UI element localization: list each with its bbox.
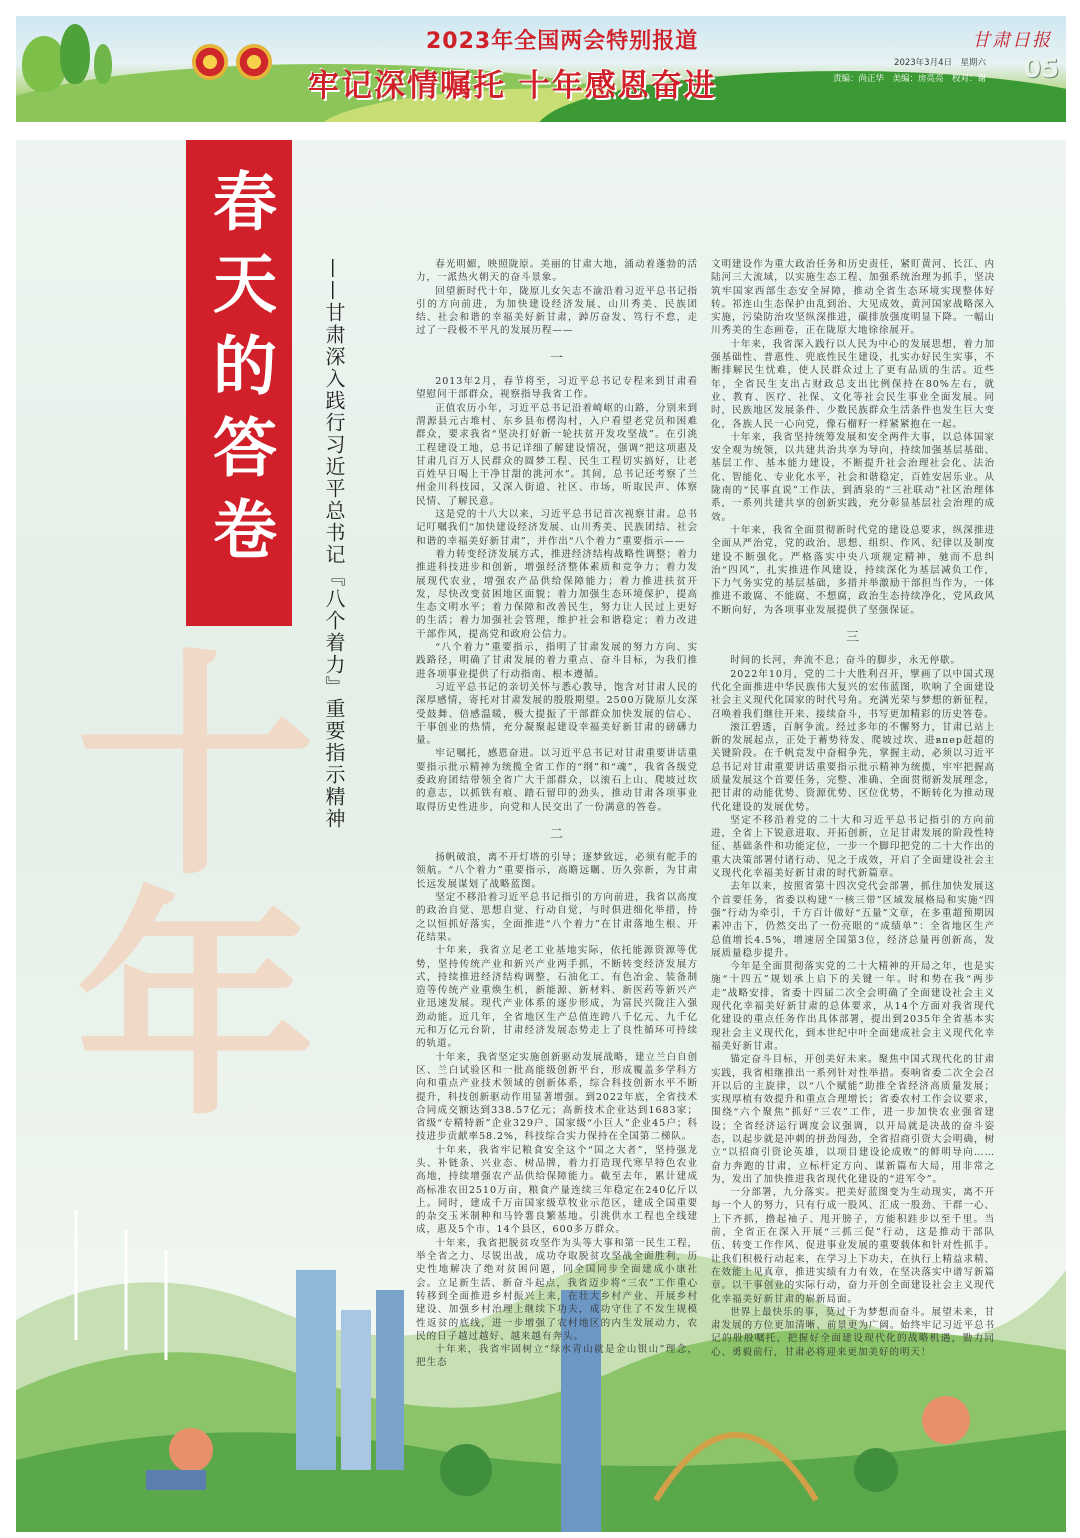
article-paragraph: 坚定不移沿着习近平总书记指引的方向前进，我省以高度的政治自觉、思想自觉、行动自觉，与时俱进细化举措，持之以恒抓好落实，全面推进“八个着力”在甘肃落地生根、开花结果。: [416, 892, 698, 943]
article-paragraph: 正值农历小年，习近平总书记沿着崎岖的山路，分别来到渭源县元古堆村、东乡县布楞沟村，入户看望老党员和困难群众，要求我省“坚决打好新一轮扶贫开发攻坚战”。在引洮工程建设工地，总书记详细了解建设情况，强调“把这项惠及甘肃几百万人民群众的圆梦工程、民生工程切实搞好，让老百姓早日喝上干净甘甜的洮河水”。其间，总书记还考察了兰州金川科技园，又深入街道、社区、市场，听取民声、体察民情、了解民意。: [416, 402, 698, 507]
editor-credits: 责编：尚正华 美编：房亮亮 校对：谢: [832, 74, 986, 84]
section-number: 一: [550, 350, 564, 366]
article-paragraph: 世界上最快乐的事，莫过于为梦想而奋斗。展望未来，甘肃发展的方位更加清晰、前景更为广阔。始终牢记习近平总书记的殷殷嘱托，把握好全面建设现代化的战略机遇，勠力同心、勇毅前行，甘肃必将迎来更加美好的明天！: [711, 1306, 995, 1358]
article-paragraph: 2022年10月，党的二十大胜利召开，擘画了以中国式现代化全面推进中华民族伟大复兴的宏伟蓝图，吹响了全面建设社会主义现代化国家的时代号角。充满光荣与梦想的新征程，召唤着我们继往开来、接续奋斗，书写更加精彩的历史答卷。: [711, 668, 995, 720]
article-paragraph: 锚定奋斗目标，开创美好未来。聚焦中国式现代化的甘肃实践，我省相继推出一系列针对性举措。奏响省委二次全会召开以后的主旋律，以“八个赋能”助推全省经济高质量发展；实现厚植有效提升和重点合理增长；省委农村工作会议要求，围绕“六个聚焦”抓好“三农”工作，进一步加快农业强省建设；全省经济运行调度会议强调，以开局就是决战的奋斗姿态，以起步就是冲刺的拼劲闯劲，全省招商引资大会明确，树立“以招商引资论英雄，以项目建设论成败”的鲜明导向……奋力奔跑的甘肃，立标杆定方向、谋新篇布大局，用非常之为，发出了加快推进我省现代化建设的“进军令”。: [711, 1054, 995, 1185]
page-number: 05: [1023, 54, 1060, 84]
article-paragraph: 十年来，我省坚持统筹发展和安全两件大事，以总体国家安全观为统领，以共建共治共享为导向，持续加强基层基础、基层工作、基本能力建设，不断提升社会治理社会化、法治化、智能化、专业化水平，社会和谐稳定，百姓安居乐业。从陇南的“民事直说”工作法，到酒泉的“三社联动”社区治理体系，一系列共建共享的创新实践，充分彰显基层社会治理的成效。: [711, 431, 995, 523]
article-paragraph: 文明建设作为重大政治任务和历史责任，紧盯黄河、长江、内陆河三大流域，以实施生态工程、加强系统治理为抓手，坚决筑牢国家西部生态安全屏障，推动全省生态环境实现整体好转。祁连山生态保护由乱到治、大见成效，黄河国家战略深入实施，污染防治攻坚纵深推进，碳排放强度明显下降。一幅山川秀美的生态画卷，正在陇原大地徐徐展开。: [711, 259, 995, 337]
article-paragraph: 坚定不移沿着党的二十大和习近平总书记指引的方向前进，全省上下锐意进取、开拓创新，立足甘肃发展的阶段性特征、基础条件和功能定位，一步一个脚印把党的二十大作出的重大决策部署付诸行动、见之于成效，开启了全面建设社会主义现代化幸福美好新甘肃的时代新篇章。: [711, 814, 995, 880]
section-number: 二: [550, 826, 564, 842]
article-paragraph: 习近平总书记的亲切关怀与悉心教导，饱含对甘肃人民的深厚感情，寄托对甘肃发展的殷殷期望。2500万陇原儿女深受鼓舞、倍感温暖，极大提振了干部群众加快发展的信心、干事创业的热情，充分凝聚起建设幸福美好新甘肃的磅礴力量。: [416, 681, 698, 747]
article-paragraph: 春光明媚，映照陇原。美丽的甘肃大地，涌动着蓬勃的活力，一派热火朝天的奋斗景象。: [416, 259, 698, 284]
article-paragraph: 去年以来，按照省第十四次党代会部署，抓住加快发展这个首要任务，省委以构建“一核三带”区域发展格局和实施“四强”行动为牵引，千方百计做好“五量”文章，在多重超预期因素冲击下，仍然交出了一份亮眼的“成绩单”：全省地区生产总值增长4.5%，增速居全国第3位，经济总量再创新高，发展质量稳步提升。: [711, 881, 995, 959]
article-paragraph: 扬帆破浪，离不开灯塔的引导；逐梦致远，必须有舵手的领航。“八个着力”重要指示，高瞻远瞩、历久弥新，为甘肃长远发展谋划了战略蓝图。: [416, 852, 698, 890]
cppcc-emblem-icon: [236, 44, 272, 80]
article-paragraph: 2013年2月，春节将至，习近平总书记专程来到甘肃看望慰问干部群众，视察指导我省工作。: [416, 376, 698, 401]
article-title-box: [186, 140, 292, 626]
page-header: [16, 16, 1066, 122]
article-paragraph: 十年来，我省牢固树立“绿水青山就是金山银山”理念，把生态: [416, 1344, 698, 1369]
decorative-watermark: 十年: [35, 640, 317, 1120]
newspaper-masthead-logo: 甘肃日报: [972, 30, 1052, 51]
section-number: 三: [846, 630, 860, 646]
article-paragraph: 十年来，我省坚定实施创新驱动发展战略，建立兰白自创区、兰白试验区和一批高能级创新平台，形成覆盖多学科方向和重点产业技术领域的创新体系，综合科技创新水平不断提升，科技创新驱动作用显著增强。到2022年底，全省技术合同成交额达到338.57亿元；高新技术企业达到1683家；省级“专精特新”企业329户、国家级“小巨人”企业45户；科技进步贡献率58.2%，科技综合实力保持在全国第二梯队。: [416, 1051, 698, 1143]
article-subtitle: ——甘肃深入践行习近平总书记『八个着力』重要指示精神: [322, 258, 346, 830]
article-paragraph: 着力转变经济发展方式，推进经济结构战略性调整；着力推进科技进步和创新，增强经济整体素质和竞争力；着力发展现代农业，增强农产品供给保障能力；着力推进扶贫开发，尽快改变贫困地区面貌；着力加强生态环境保护，提高生态文明水平；着力保障和改善民生，努力让人民过上更好的生活；着力加强社会管理，维护社会和谐稳定；着力改进干部作风，提高党和政府公信力。: [416, 548, 698, 640]
tree-illustration: [94, 44, 112, 84]
article-title: 春天的答卷: [202, 168, 276, 578]
article-paragraph: 今年是全面贯彻落实党的二十大精神的开局之年，也是实施“十四五”规划承上启下的关键一年。时和势在我“两步走”战略安排，省委十四届二次全会明确了全面建设社会主义现代化幸福美好新甘肃的总体要求，从14个方面对我省现代化建设的重点任务作出具体部署，提出到2035年全省基本实现社会主义现代化，到本世纪中叶全面建成社会主义现代化幸福美好新甘肃。: [711, 961, 995, 1052]
issue-date: 2023年3月4日 星期六: [894, 58, 986, 68]
national-emblem-icon: [192, 44, 228, 80]
page-headline: 牢记深情嘱托 十年感恩奋进: [308, 68, 717, 104]
article-paragraph: 一分部署，九分落实。把美好蓝图变为生动现实，离不开每一个人的努力，只有行成一股风、汇成一股劲、干群一心、上下齐抓，撸起袖子、甩开膀子，方能积跬步以至千里。当前，全省正在深入开展“三抓三促”行动，这是推动干部队伍、转变工作作风、促进事业发展的重要载体和针对性抓手。让我们积极行动起来，在学习上下功夫，在执行上精益求精、在效能上见真章，推进实绩有力有效，在坚决落实中谱写新篇章。以干事创业的实际行动，奋力开创全面建设社会主义现代化幸福美好新甘肃的崭新局面。: [711, 1187, 995, 1305]
article-paragraph: 回望新时代十年，陇原儿女矢志不渝沿着习近平总书记指引的方向前进，为加快建设经济发展、山川秀美、民族团结、社会和谐的幸福美好新甘肃，踔厉奋发、笃行不怠，走过了一段极不平凡的发展历程——: [416, 285, 698, 337]
tree-illustration: [22, 36, 66, 92]
article-paragraph: 滚江碧透，百舸争流。经过多年的不懈努力，甘肃已站上新的发展起点，正处于蓄势待发、爬坡过坎、进впер赶超的关键阶段。在千帆竞发中奋楫争先，掌握主动，必须以习近平总书记对甘肃重要讲话重要指示批示精神为统揽，牢牢把握高质量发展这个首要任务，完整、准确、全面贯彻新发展理念，把甘肃的动能优势、资源优势、区位优势，不断转化为推动现代化建设的发展优势。: [711, 721, 995, 813]
article-paragraph: 十年来，我省把脱贫攻坚作为头等大事和第一民生工程，举全省之力、尽锐出战，成功夺取脱贫攻坚战全面胜利，历史性地解决了绝对贫困问题，同全国同步全面建成小康社会。立足新生活、新奋斗起点，我省迈步将“三农”工作重心转移到全面推进乡村振兴上来，在壮大乡村产业、开展乡村建设、加强乡村治理上继续下功夫，成功守住了不发生规模性返贫的底线，进一步增强了农村地区的内生发展动力，农民的日子越过越好、越来越有奔头。: [416, 1237, 698, 1342]
article-paragraph: 时间的长河，奔流不息；奋斗的脚步，永无停歇。: [730, 655, 962, 667]
article-paragraph: 十年来，我省全面贯彻新时代党的建设总要求，纵深推进全面从严治党，党的政治、思想、组织、作风、纪律以及制度建设不断强化。严格落实中央八项规定精神，驰而不息纠治“四风”，扎实推进作风建设，持续深化为基层减负工作，下力气务实党的基层基础，多措并举激励干部担当作为，一体推进不敢腐、不能腐、不想腐，政治生态持续净化，党风政风不断向好，为各项事业发展提供了坚强保证。: [711, 524, 995, 616]
article-paragraph: 这是党的十八大以来，习近平总书记首次视察甘肃。总书记叮嘱我们“加快建设经济发展、山川秀美、民族团结、社会和谐的幸福美好新甘肃”，并作出“八个着力”重要指示——: [416, 509, 698, 547]
article-paragraph: 十年来，我省立足老工业基地实际，依托能源资源等优势，坚持传统产业和新兴产业两手抓，不断转变经济发展方式，持续推进经济结构调整，石油化工、有色冶金、装备制造等传统产业重焕生机，新能源、新材料、新医药等新兴产业迅速发展。现代产业体系的逐步形成，为富民兴陇注入强劲动能。近几年，全省地区生产总值连跨八千亿元、九千亿元和万亿元台阶，甘肃经济发展态势走上了良性循环可持续的轨道。: [416, 945, 698, 1050]
article-column-1: [416, 258, 698, 1370]
article-paragraph: 牢记嘱托，感恩奋进。以习近平总书记对甘肃重要讲话重要指示批示精神为统揽全省工作的“纲”和“魂”，我省各级党委政府团结带领全省广大干部群众，以滚石上山、爬坡过坎的意志，以抓铁有痕、踏石留印的劲头，推动甘肃各项事业取得历史性进步，向党和人民交出了一份满意的答卷。: [416, 748, 698, 813]
article-paragraph: “八个着力”重要指示，指明了甘肃发展的努力方向、实践路径，明确了甘肃发展的着力重点、奋斗目标，为我们推进各项事业提供了行动指南、根本遵循。: [416, 642, 698, 680]
tree-illustration: [60, 24, 90, 84]
article-column-2: [711, 258, 995, 1359]
special-report-kicker: 2023年全国两会特别报道: [426, 29, 699, 54]
article-paragraph: 十年来，我省牢记粮食安全这个“国之大者”，坚持强龙头、补链条、兴业态、树品牌，着力打造现代寒旱特色农业高地，持续增强农产品供给保障能力。截至去年，累计建成高标准农田2510万亩，粮食产量连续三年稳定在240亿斤以上。同时，建成千万亩国家级草牧业示范区，建成全国重要的杂交玉米制种和马铃薯良繁基地。引洮供水工程也全线建成，惠及5个市、14个县区，600多万群众。: [416, 1144, 698, 1236]
article-paragraph: 十年来，我省深入践行以人民为中心的发展思想，着力加强基础性、普惠性、兜底性民生建设，扎实办好民生实事，不断排解民生忧难，使人民群众过上了更有品质的生活。近些年，全省民生支出占财政总支出比例保持在80%左右，就业、教育、医疗、社保、文化等社会民生事业全面发展。同时，民族地区发展条件、少数民族群众生活条件也发生巨大变化，各族人民一心向党，像石榴籽一样紧紧抱在一起。: [711, 338, 995, 430]
